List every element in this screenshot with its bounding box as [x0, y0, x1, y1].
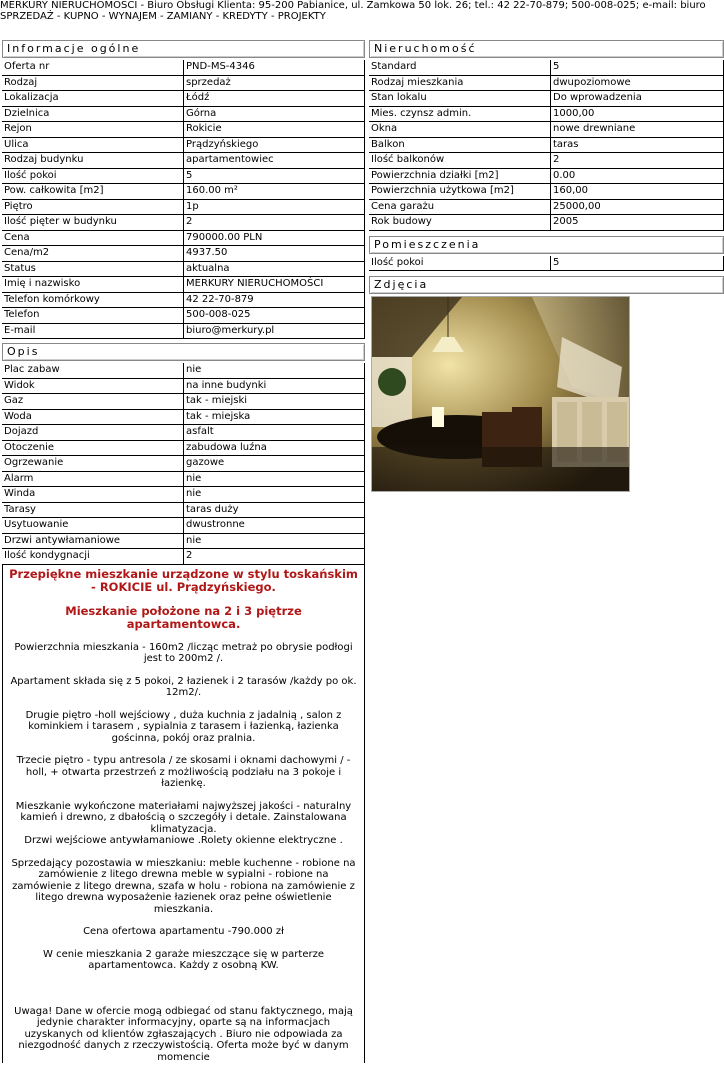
table-row — [369, 122, 724, 138]
row-value: zabudowa luźna — [184, 441, 365, 457]
row-label: Cena garażu — [369, 200, 551, 216]
table-row — [2, 534, 365, 550]
desc-price: Cena ofertowa apartamentu -790.000 zł — [83, 926, 284, 937]
row-value: 2 — [551, 153, 724, 169]
row-value: nie — [184, 472, 365, 488]
row-value: 4937.50 — [184, 246, 365, 262]
desc-area: Powierzchnia mieszkania - 160m2 /licząc metraż po obrysie podłogi jest to 200m2 /. — [14, 641, 353, 664]
table-row — [2, 324, 365, 340]
table-row — [2, 169, 365, 185]
table-row — [369, 91, 724, 107]
desc-rooms: Apartament składa się z 5 pokoi, 2 łazienek i 2 tarasów /każdy po ok. 12m2/. — [10, 675, 357, 698]
table-row — [2, 549, 365, 565]
row-value: sprzedaż — [184, 76, 365, 92]
table-row — [2, 425, 365, 441]
row-value: 42 22-70-879 — [184, 293, 365, 309]
table-row — [2, 472, 365, 488]
row-label: Cena/m2 — [2, 246, 184, 262]
description-table — [2, 363, 365, 565]
row-value: Łódź — [184, 91, 365, 107]
table-row — [369, 256, 724, 272]
row-label: Dzielnica — [2, 107, 184, 123]
table-row — [2, 518, 365, 534]
table-row — [2, 184, 365, 200]
row-value: gazowe — [184, 456, 365, 472]
table-row — [2, 394, 365, 410]
table-row — [2, 487, 365, 503]
row-value: 25000,00 — [551, 200, 724, 216]
section-title-general: Informacje ogólne — [2, 40, 365, 58]
table-row — [2, 308, 365, 324]
row-label: Plac zabaw — [2, 363, 184, 379]
row-label: Status — [2, 262, 184, 278]
row-value: nowe drewniane — [551, 122, 724, 138]
desc-furniture: Sprzedający pozostawia w mieszkaniu: meble kuchenne - robione na zamówienie z litego drewna meble w sypialni - robione na zamówienie z litego drewna, szafa w holu - robiona na zamówienie z litego drewna wyposażenie łazienek oraz pełne oświetlenie mieszkania. — [11, 857, 356, 915]
table-row — [2, 91, 365, 107]
table-row — [369, 200, 724, 216]
headline-1: Przepiękne mieszkanie urządzone w stylu toskańskim - ROKICIE ul. Prądzyńskiego. — [9, 566, 358, 594]
section-title-description: Opis — [2, 343, 365, 361]
table-row — [369, 60, 724, 76]
row-label: Rodzaj budynku — [2, 153, 184, 169]
row-value: 5 — [551, 256, 724, 272]
row-label: Ilość balkonów — [369, 153, 551, 169]
row-value: 1000,00 — [551, 107, 724, 123]
general-info-table — [2, 60, 365, 339]
row-value: 160,00 — [551, 184, 724, 200]
row-value: asfalt — [184, 425, 365, 441]
table-row — [2, 60, 365, 76]
table-row — [2, 277, 365, 293]
row-label: Alarm — [2, 472, 184, 488]
row-label: Widok — [2, 379, 184, 395]
table-row — [369, 138, 724, 154]
row-label: Telefon — [2, 308, 184, 324]
row-value: 1p — [184, 200, 365, 216]
table-row — [2, 76, 365, 92]
desc-garages: W cenie mieszkania 2 garaże mieszczące się w parterze apartamentowca. Każdy z osobną KW. — [43, 948, 324, 971]
table-row — [369, 184, 724, 200]
row-value: 160.00 m² — [184, 184, 365, 200]
section-title-photos: Zdjęcia — [369, 276, 724, 294]
row-value: Prądzyńskiego — [184, 138, 365, 154]
row-label: Gaz — [2, 394, 184, 410]
row-label: Rok budowy — [369, 215, 551, 231]
section-title-property: Nieruchomość — [369, 40, 724, 58]
row-value: dwustronne — [184, 518, 365, 534]
property-table — [369, 60, 724, 231]
table-row — [2, 138, 365, 154]
row-label: Ogrzewanie — [2, 456, 184, 472]
agency-contact-line: MERKURY NIERUCHOMOŚCI - Biuro Obsługi Klienta: 95-200 Pabianice, ul. Zamkowa 50 lok. 26; tel.: 42 22-70-879; 500-008-025; e-mail: biuro — [0, 0, 706, 11]
row-value: PND-MS-4346 — [184, 60, 365, 76]
row-label: Balkon — [369, 138, 551, 154]
row-value: nie — [184, 363, 365, 379]
row-value: tak - miejski — [184, 394, 365, 410]
row-label: Ulica — [2, 138, 184, 154]
table-row — [369, 215, 724, 231]
description-text — [2, 565, 365, 1064]
table-row — [2, 231, 365, 247]
table-row — [2, 410, 365, 426]
table-row — [369, 169, 724, 185]
row-label: Cena — [2, 231, 184, 247]
left-column — [2, 40, 365, 1074]
table-row — [2, 363, 365, 379]
row-label: Ilość kondygnacji — [2, 549, 184, 565]
row-value: nie — [184, 487, 365, 503]
row-value: 2 — [184, 549, 365, 565]
table-row — [2, 215, 365, 231]
row-label: Telefon komórkowy — [2, 293, 184, 309]
row-value: 790000.00 PLN — [184, 231, 365, 247]
row-value: biuro@merkury.pl — [184, 324, 365, 340]
row-label: Mies. czynsz admin. — [369, 107, 551, 123]
row-value: Rokicie — [184, 122, 365, 138]
table-row — [369, 107, 724, 123]
row-value: 5 — [184, 169, 365, 185]
row-value: Do wprowadzenia — [551, 91, 724, 107]
headline-2: Mieszkanie położone na 2 i 3 piętrze apartamentowca. — [65, 603, 302, 631]
table-row — [2, 153, 365, 169]
row-label: Powierzchnia użytkowa [m2] — [369, 184, 551, 200]
row-value: Górna — [184, 107, 365, 123]
desc-third-floor: Trzecie piętro - typu antresola / ze skosami i oknami dachowymi / - holl, + otwarta przestrzeń z możliwością podziału na 3 pokoje i łazienkę. — [16, 755, 351, 789]
table-row — [369, 76, 724, 92]
desc-second-floor: Drugie piętro -holl wejściowy , duża kuchnia z jadalnią , salon z kominkiem i tarasem , sypialnia z tarasem i łazienką, łazienka gościnna, pokój oraz pralnia. — [25, 709, 342, 744]
row-value: 2005 — [551, 215, 724, 231]
row-value: taras duży — [184, 503, 365, 519]
agency-header — [0, 0, 724, 32]
row-label: Dojazd — [2, 425, 184, 441]
row-label: Rejon — [2, 122, 184, 138]
row-value: MERKURY NIERUCHOMOŚCI — [184, 277, 365, 293]
row-label: Rodzaj mieszkania — [369, 76, 551, 92]
apartment-photo-image — [372, 297, 629, 491]
table-row — [2, 456, 365, 472]
row-value: dwupoziomowe — [551, 76, 724, 92]
row-label: Rodzaj — [2, 76, 184, 92]
apartment-photo[interactable] — [371, 296, 630, 492]
row-label: Lokalizacja — [2, 91, 184, 107]
row-label: Standard — [369, 60, 551, 76]
row-label: E-mail — [2, 324, 184, 340]
table-row — [2, 262, 365, 278]
section-title-rooms: Pomieszczenia — [369, 236, 724, 254]
row-label: Tarasy — [2, 503, 184, 519]
table-row — [2, 293, 365, 309]
table-row — [2, 441, 365, 457]
table-row — [2, 246, 365, 262]
row-label: Powierzchnia działki [m2] — [369, 169, 551, 185]
row-label: Woda — [2, 410, 184, 426]
row-value: 500-008-025 — [184, 308, 365, 324]
table-row — [2, 200, 365, 216]
row-value: 2 — [184, 215, 365, 231]
desc-finish: Mieszkanie wykończone materiałami najwyższej jakości - naturalny kamień i drewno, z dbałością o szczegóły i detale. Zainstalowana klimatyzacja. — [15, 800, 352, 835]
desc-doors: Drzwi wejściowe antywłamaniowe .Rolety okienne elektryczne . — [24, 835, 343, 846]
row-label: Okna — [369, 122, 551, 138]
table-row — [2, 379, 365, 395]
right-column — [369, 40, 724, 492]
table-row — [369, 153, 724, 169]
row-value: taras — [551, 138, 724, 154]
table-row — [2, 122, 365, 138]
table-row — [2, 503, 365, 519]
row-value: nie — [184, 534, 365, 550]
row-label: Winda — [2, 487, 184, 503]
row-label: Ilość pokoi — [2, 169, 184, 185]
row-value: tak - miejska — [184, 410, 365, 426]
rooms-table — [369, 256, 724, 272]
row-label: Imię i nazwisko — [2, 277, 184, 293]
agency-services-line: SPRZEDAŻ - KUPNO - WYNAJEM - ZAMIANY - KREDYTY - PROJEKTY — [0, 11, 326, 22]
row-label: Drzwi antywłamaniowe — [2, 534, 184, 550]
row-label: Ilość pięter w budynku — [2, 215, 184, 231]
row-value: na inne budynki — [184, 379, 365, 395]
row-value: 0.00 — [551, 169, 724, 185]
row-value: aktualna — [184, 262, 365, 278]
row-label: Ilość pokoi — [369, 256, 551, 272]
table-row — [2, 107, 365, 123]
row-label: Oferta nr — [2, 60, 184, 76]
row-label: Stan lokalu — [369, 91, 551, 107]
row-label: Pow. całkowita [m2] — [2, 184, 184, 200]
row-label: Otoczenie — [2, 441, 184, 457]
row-value: 5 — [551, 60, 724, 76]
desc-disclaimer: Uwaga! Dane w ofercie mogą odbiegać od stanu faktycznego, mają jedynie charakter informacyjny, oparte są na informacjach uzyskanych od klientów zgłaszających . Biuro nie odpowiada za niezgodność danych z rzeczywistością. Oferta może być w danym momencie — [14, 1005, 353, 1063]
row-label: Piętro — [2, 200, 184, 216]
row-label: Usytuowanie — [2, 518, 184, 534]
row-value: apartamentowiec — [184, 153, 365, 169]
